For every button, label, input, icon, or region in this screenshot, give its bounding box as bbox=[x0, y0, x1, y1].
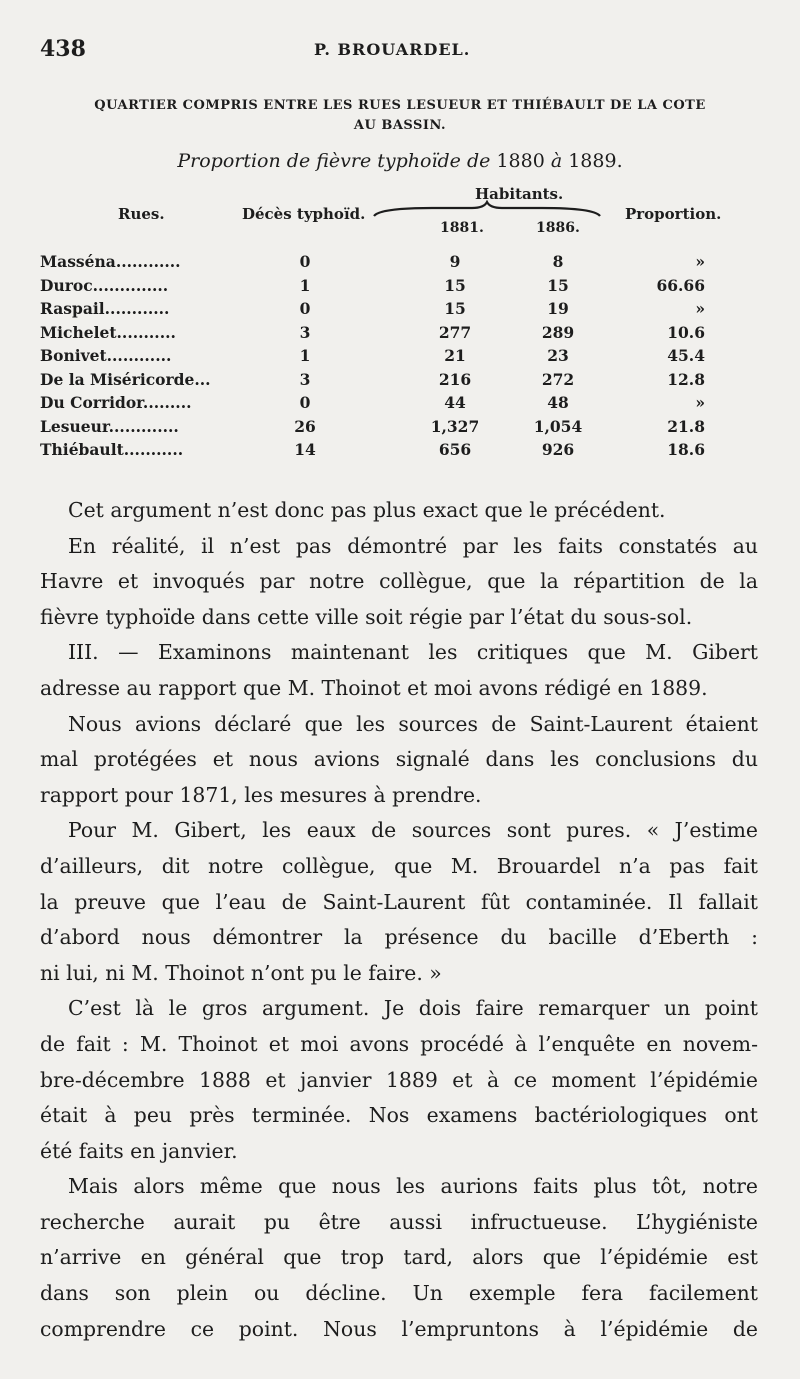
proportion-cell: » bbox=[695, 299, 705, 318]
text-line: C’est là le gros argument. Je dois faire remarquer un point bbox=[68, 996, 758, 1021]
page-number: 438 bbox=[40, 36, 86, 62]
text-line: Pour M. Gibert, les eaux de sources sont pures. « J’estime bbox=[68, 818, 758, 843]
deaths-cell: 0 bbox=[299, 393, 311, 412]
text-line: d’ailleurs, dit notre collègue, que M. Brouardel n’a pas fait bbox=[40, 853, 758, 878]
text-line: bre-décembre 1888 et janvier 1889 et à ce moment l’épidémie bbox=[40, 1067, 758, 1092]
subtitle-connector: à bbox=[550, 150, 563, 172]
deaths-cell: 14 bbox=[294, 440, 316, 459]
inhabitants-1886-cell: 926 bbox=[541, 440, 575, 459]
table-row bbox=[40, 276, 720, 300]
proportion-cell: 10.6 bbox=[667, 322, 705, 342]
inhabitants-1886-cell: 1,054 bbox=[533, 416, 583, 436]
inhabitants-1881-cell: 15 bbox=[444, 275, 466, 295]
table-body bbox=[40, 252, 720, 464]
text-line: fièvre typhoïde dans cette ville soit régie par l’état du sous-sol. bbox=[40, 604, 693, 629]
text-line: de fait : M. Thoinot et moi avons procédé à l’enquête en novem- bbox=[40, 1031, 758, 1056]
street-name: Duroc.............. bbox=[40, 275, 169, 295]
table-row bbox=[40, 417, 720, 441]
text-line: rapport pour 1871, les mesures à prendre. bbox=[40, 782, 482, 807]
deaths-cell: 0 bbox=[299, 299, 311, 318]
text-line: dans son plein ou décline. Un exemple fera facilement bbox=[40, 1281, 758, 1306]
page-header bbox=[40, 36, 760, 66]
inhabitants-1881-cell: 656 bbox=[438, 440, 472, 459]
inhabitants-1881-cell: 44 bbox=[444, 393, 466, 412]
street-name: Raspail............ bbox=[40, 299, 170, 318]
inhabitants-1881-cell: 1,327 bbox=[430, 416, 480, 436]
inhabitants-1881-cell: 277 bbox=[438, 322, 472, 342]
text-line: était à peu près terminée. Nos examens bactériologiques ont bbox=[40, 1103, 758, 1128]
column-header-habitants: Habitants. bbox=[475, 185, 564, 203]
column-header-proportion: Proportion. bbox=[625, 205, 722, 223]
inhabitants-1886-cell: 272 bbox=[541, 369, 575, 389]
table-row bbox=[40, 346, 720, 370]
text-line: Havre et invoqués par notre collègue, que la répartition de la bbox=[40, 569, 758, 594]
street-name: Thiébault........... bbox=[40, 440, 184, 459]
text-line: ni lui, ni M. Thoinot n’ont pu le faire. » bbox=[40, 960, 442, 985]
table-row bbox=[40, 252, 720, 276]
text-line: Nous avions déclaré que les sources de Saint-Laurent étaient bbox=[68, 711, 758, 736]
inhabitants-1886-cell: 23 bbox=[547, 346, 569, 365]
street-name: Bonivet............ bbox=[40, 346, 172, 365]
table-title-line-1: QUARTIER COMPRIS ENTRE LES RUES LESUEUR ET THIÉBAULT DE LA COTE bbox=[94, 98, 706, 113]
table-row bbox=[40, 440, 720, 464]
table-title-line-2: AU BASSIN. bbox=[353, 118, 447, 133]
column-header-deces: Décès typhoïd. bbox=[242, 205, 366, 223]
proportion-cell: 18.6 bbox=[667, 440, 705, 459]
street-name: Michelet........... bbox=[40, 322, 176, 342]
text-line: III. — Examinons maintenant les critiques que M. Gibert bbox=[68, 640, 758, 665]
subtitle-prefix: Proportion de fièvre typhoïde de bbox=[177, 150, 491, 172]
inhabitants-1886-cell: 15 bbox=[547, 275, 569, 295]
body-text bbox=[40, 493, 758, 1347]
text-line: la preuve que l’eau de Saint-Laurent fût contaminée. Il fallait bbox=[40, 889, 758, 914]
street-name: Lesueur............. bbox=[40, 416, 179, 436]
text-line: adresse au rapport que M. Thoinot et moi avons rédigé en 1889. bbox=[40, 675, 708, 700]
street-name: Masséna............ bbox=[40, 252, 181, 271]
text-line: Mais alors même que nous les aurions faits plus tôt, notre bbox=[68, 1174, 758, 1199]
proportion-cell: » bbox=[695, 393, 705, 412]
text-line: En réalité, il n’est pas démontré par les faits constatés au bbox=[68, 533, 758, 558]
inhabitants-1886-cell: 8 bbox=[552, 252, 564, 271]
table-subtitle bbox=[40, 150, 760, 172]
table-row bbox=[40, 370, 720, 394]
proportion-cell: 45.4 bbox=[667, 346, 705, 365]
deaths-cell: 3 bbox=[299, 369, 311, 389]
text-line: mal protégées et nous avions signalé dans les conclusions du bbox=[40, 747, 758, 772]
text-line: comprendre ce point. Nous l’empruntons à l’épidémie de bbox=[40, 1316, 758, 1341]
running-title: P. BROUARDEL. bbox=[314, 40, 471, 59]
table-row bbox=[40, 299, 720, 323]
habitants-brace bbox=[372, 200, 602, 220]
subtitle-year-start: 1880 bbox=[496, 150, 545, 172]
deaths-cell: 1 bbox=[299, 275, 311, 295]
street-name: Du Corridor......... bbox=[40, 393, 192, 412]
proportion-cell: 66.66 bbox=[656, 275, 705, 295]
inhabitants-1881-cell: 15 bbox=[444, 299, 466, 318]
inhabitants-1886-cell: 48 bbox=[547, 393, 569, 412]
subtitle-year-end: 1889. bbox=[568, 150, 623, 172]
text-line: été faits en janvier. bbox=[40, 1138, 238, 1163]
inhabitants-1886-cell: 19 bbox=[547, 299, 569, 318]
table-row bbox=[40, 393, 720, 417]
deaths-cell: 26 bbox=[294, 416, 316, 436]
inhabitants-1881-cell: 9 bbox=[449, 252, 461, 271]
proportion-cell: 12.8 bbox=[667, 369, 705, 389]
inhabitants-1881-cell: 21 bbox=[444, 346, 466, 365]
inhabitants-1886-cell: 289 bbox=[541, 322, 575, 342]
column-header-1886: 1886. bbox=[536, 220, 580, 236]
text-line: recherche aurait pu être aussi infructueuse. L’hygiéniste bbox=[40, 1209, 758, 1234]
deaths-cell: 3 bbox=[299, 322, 311, 342]
deaths-cell: 0 bbox=[299, 252, 311, 271]
text-line: n’arrive en général que trop tard, alors que l’épidémie est bbox=[40, 1245, 758, 1270]
proportion-cell: » bbox=[695, 252, 705, 271]
inhabitants-1881-cell: 216 bbox=[438, 369, 472, 389]
text-line: Cet argument n’est donc pas plus exact que le précédent. bbox=[68, 498, 666, 522]
proportion-cell: 21.8 bbox=[667, 416, 705, 436]
text-line: d’abord nous démontrer la présence du bacille d’Eberth : bbox=[40, 925, 758, 950]
deaths-cell: 1 bbox=[299, 346, 311, 365]
street-name: De la Miséricorde... bbox=[40, 369, 211, 389]
column-header-1881: 1881. bbox=[440, 220, 484, 236]
table-row bbox=[40, 323, 720, 347]
column-header-rues: Rues. bbox=[118, 205, 165, 223]
